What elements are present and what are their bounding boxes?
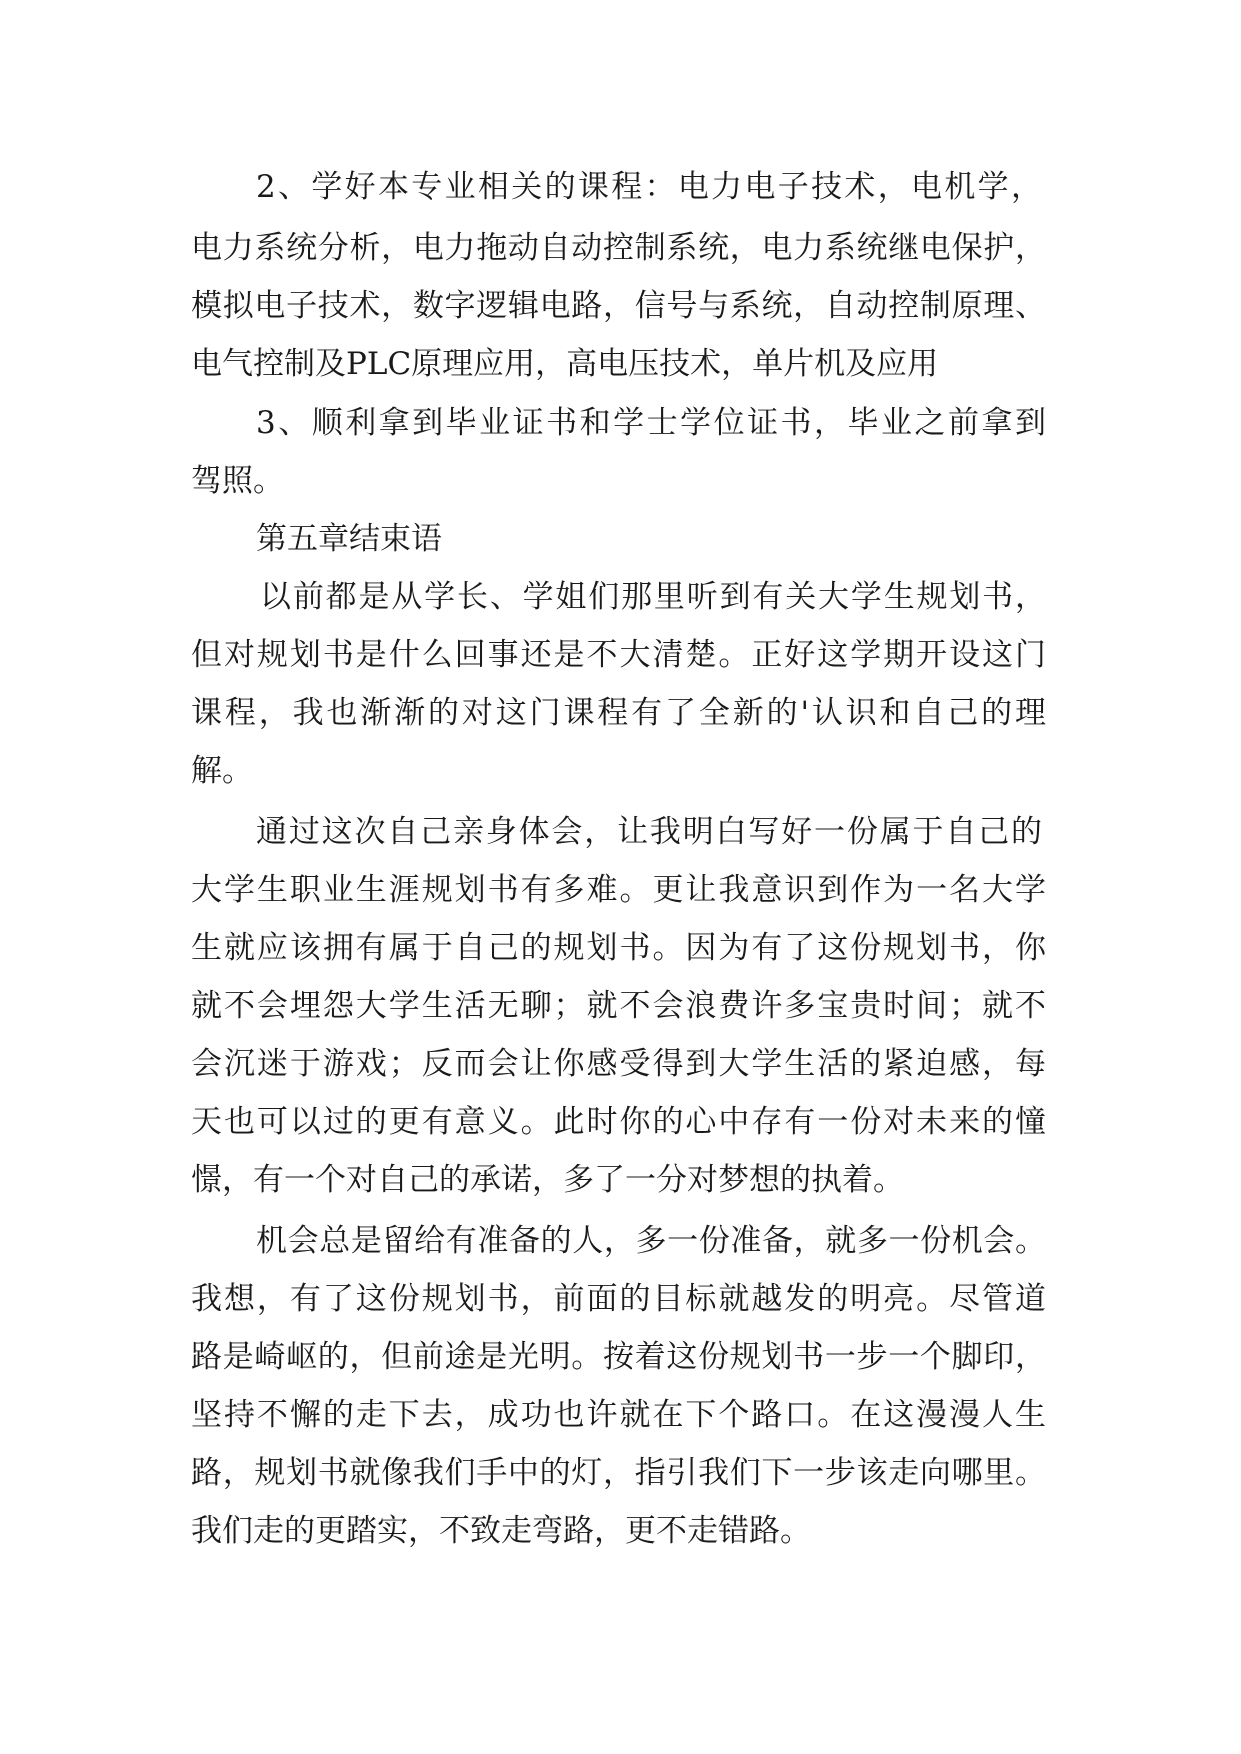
text-line: 机会总是留给有准备的人，多一份准备，就多一份机会。 [256, 1223, 1046, 1259]
text-line: 大学生职业生涯规划书有多难。更让我意识到作为一名大学 [191, 872, 1046, 908]
text-line: 憬，有一个对自己的承诺，多了一分对梦想的执着。 [191, 1162, 904, 1198]
text-line: 模拟电子技术，数字逻辑电路，信号与系统，自动控制原理、 [191, 288, 1046, 324]
text-line: 就不会埋怨大学生活无聊；就不会浪费许多宝贵时间；就不 [191, 988, 1046, 1024]
text-line: 以前都是从学长、学姐们那里听到有关大学生规划书， [260, 579, 1046, 615]
text-line: 电力系统分析，电力拖动自动控制系统，电力系统继电保护， [191, 230, 1046, 266]
section-heading: 第五章结束语 [256, 521, 442, 557]
text-line: 解。 [191, 753, 253, 789]
text-line: 天也可以过的更有意义。此时你的心中存有一份对未来的憧 [191, 1104, 1046, 1140]
text-line: 会沉迷于游戏；反而会让你感受得到大学生活的紧迫感，每 [191, 1046, 1046, 1082]
text-line: 生就应该拥有属于自己的规划书。因为有了这份规划书，你 [191, 930, 1046, 966]
text-line: 我想，有了这份规划书，前面的目标就越发的明亮。尽管道 [191, 1281, 1046, 1317]
text-line: 电气控制及PLC原理应用，高电压技术，单片机及应用 [191, 346, 939, 382]
text-line: 路是崎岖的，但前途是光明。按着这份规划书一步一个脚印， [191, 1339, 1046, 1375]
text-line: 驾照。 [191, 463, 284, 499]
text-line: 通过这次自己亲身体会，让我明白写好一份属于自己的 [256, 814, 1042, 850]
text-line: 但对规划书是什么回事还是不大清楚。正好这学期开设这门 [191, 637, 1046, 673]
text-line: 坚持不懈的走下去，成功也许就在下个路口。在这漫漫人生 [191, 1397, 1046, 1433]
text-line: 路，规划书就像我们手中的灯，指引我们下一步该走向哪里。 [191, 1455, 1046, 1491]
text-line: 我们走的更踏实，不致走弯路，更不走错路。 [191, 1513, 811, 1549]
text-line: 3、顺利拿到毕业证书和学士学位证书，毕业之前拿到 [256, 405, 1046, 441]
text-line: 2、学好本专业相关的课程：电力电子技术，电机学， [256, 169, 1042, 205]
text-line: 课程，我也渐渐的对这门课程有了全新的'认识和自己的理 [191, 695, 1046, 731]
